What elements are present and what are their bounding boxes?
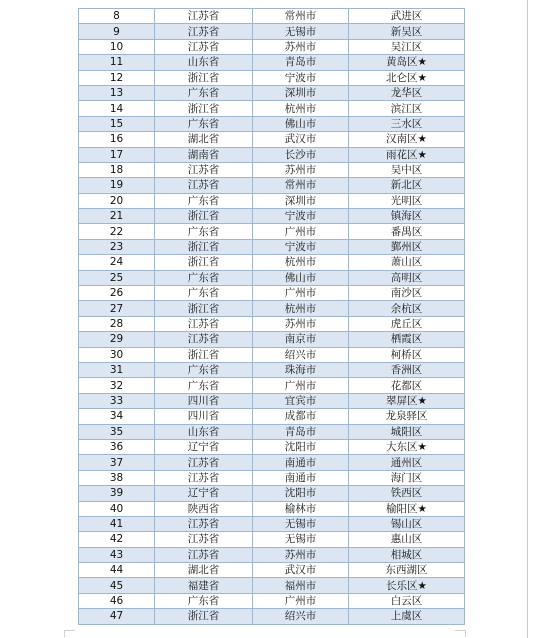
table-row	[79, 393, 465, 408]
province-cell: 辽宁省	[155, 439, 253, 454]
table-row	[79, 332, 465, 347]
crop-mark-left	[64, 630, 75, 637]
rank-cell: 11	[79, 55, 155, 70]
province-cell: 江苏省	[155, 532, 253, 547]
city-cell: 无锡市	[253, 516, 349, 531]
city-cell: 深圳市	[253, 193, 349, 208]
city-cell: 苏州市	[253, 316, 349, 331]
rank-cell: 32	[79, 378, 155, 393]
crop-mark-right	[455, 630, 466, 637]
district-cell: 三水区	[349, 116, 465, 131]
city-cell: 沈阳市	[253, 439, 349, 454]
district-cell: 余杭区	[349, 301, 465, 316]
province-cell: 江苏省	[155, 547, 253, 562]
district-cell: 大东区★	[349, 439, 465, 454]
table-row	[79, 501, 465, 516]
table-row	[79, 347, 465, 362]
table-row	[79, 147, 465, 162]
city-cell: 广州市	[253, 378, 349, 393]
district-cell: 番禺区	[349, 224, 465, 239]
table-row	[79, 162, 465, 177]
table-row	[79, 55, 465, 70]
province-cell: 江苏省	[155, 24, 253, 39]
rank-cell: 12	[79, 70, 155, 85]
district-cell: 城阳区	[349, 424, 465, 439]
province-cell: 浙江省	[155, 70, 253, 85]
table-row	[79, 224, 465, 239]
city-cell: 无锡市	[253, 24, 349, 39]
district-cell: 吴江区	[349, 39, 465, 54]
city-cell: 福州市	[253, 578, 349, 593]
district-cell: 吴中区	[349, 162, 465, 177]
district-cell: 龙泉驿区	[349, 409, 465, 424]
province-cell: 广东省	[155, 193, 253, 208]
province-cell: 浙江省	[155, 609, 253, 624]
province-cell: 陕西省	[155, 501, 253, 516]
rank-cell: 40	[79, 501, 155, 516]
city-cell: 武汉市	[253, 563, 349, 578]
rank-cell: 23	[79, 239, 155, 254]
table-row	[79, 70, 465, 85]
district-cell: 东西湖区	[349, 563, 465, 578]
rank-cell: 29	[79, 332, 155, 347]
table-row	[79, 193, 465, 208]
rank-cell: 39	[79, 486, 155, 501]
district-cell: 汉南区★	[349, 132, 465, 147]
rank-cell: 46	[79, 593, 155, 608]
district-cell: 花都区	[349, 378, 465, 393]
province-cell: 福建省	[155, 578, 253, 593]
city-cell: 常州市	[253, 9, 349, 24]
table-row	[79, 301, 465, 316]
table-row	[79, 470, 465, 485]
rank-cell: 14	[79, 101, 155, 116]
province-cell: 浙江省	[155, 101, 253, 116]
city-cell: 宁波市	[253, 209, 349, 224]
rank-cell: 24	[79, 255, 155, 270]
province-cell: 湖南省	[155, 147, 253, 162]
province-cell: 四川省	[155, 393, 253, 408]
province-cell: 江苏省	[155, 9, 253, 24]
province-cell: 四川省	[155, 409, 253, 424]
province-cell: 广东省	[155, 378, 253, 393]
province-cell: 广东省	[155, 85, 253, 100]
table-row	[79, 532, 465, 547]
city-cell: 绍兴市	[253, 609, 349, 624]
table-row	[79, 516, 465, 531]
table-row	[79, 270, 465, 285]
district-cell: 光明区	[349, 193, 465, 208]
city-cell: 杭州市	[253, 301, 349, 316]
city-cell: 青岛市	[253, 424, 349, 439]
district-cell: 栖霞区	[349, 332, 465, 347]
rank-cell: 38	[79, 470, 155, 485]
city-cell: 长沙市	[253, 147, 349, 162]
district-cell: 香洲区	[349, 362, 465, 377]
table-row	[79, 563, 465, 578]
rank-cell: 31	[79, 362, 155, 377]
district-cell: 翠屏区★	[349, 393, 465, 408]
province-cell: 湖北省	[155, 563, 253, 578]
table-row	[79, 593, 465, 608]
city-cell: 南通市	[253, 470, 349, 485]
rank-cell: 35	[79, 424, 155, 439]
rank-cell: 8	[79, 9, 155, 24]
city-cell: 苏州市	[253, 39, 349, 54]
district-cell: 南沙区	[349, 286, 465, 301]
city-cell: 宁波市	[253, 239, 349, 254]
district-cell: 铁西区	[349, 486, 465, 501]
province-cell: 浙江省	[155, 301, 253, 316]
rank-cell: 45	[79, 578, 155, 593]
province-cell: 广东省	[155, 116, 253, 131]
province-cell: 广东省	[155, 224, 253, 239]
city-cell: 无锡市	[253, 532, 349, 547]
city-cell: 绍兴市	[253, 347, 349, 362]
table-row	[79, 239, 465, 254]
district-cell: 新北区	[349, 178, 465, 193]
table-body	[79, 9, 465, 625]
rank-cell: 26	[79, 286, 155, 301]
city-cell: 成都市	[253, 409, 349, 424]
rank-cell: 47	[79, 609, 155, 624]
table-row	[79, 547, 465, 562]
province-cell: 广东省	[155, 270, 253, 285]
table-row	[79, 362, 465, 377]
table-row	[79, 424, 465, 439]
rank-cell: 18	[79, 162, 155, 177]
district-cell: 黄岛区★	[349, 55, 465, 70]
city-cell: 深圳市	[253, 85, 349, 100]
rank-cell: 42	[79, 532, 155, 547]
province-cell: 浙江省	[155, 239, 253, 254]
district-cell: 滨江区	[349, 101, 465, 116]
province-cell: 辽宁省	[155, 486, 253, 501]
province-cell: 江苏省	[155, 178, 253, 193]
table-row	[79, 316, 465, 331]
table-row	[79, 39, 465, 54]
district-cell: 通州区	[349, 455, 465, 470]
city-cell: 常州市	[253, 178, 349, 193]
city-cell: 佛山市	[253, 116, 349, 131]
rank-cell: 13	[79, 85, 155, 100]
province-cell: 浙江省	[155, 255, 253, 270]
table-row	[79, 609, 465, 624]
rank-cell: 43	[79, 547, 155, 562]
table-row	[79, 132, 465, 147]
province-cell: 浙江省	[155, 209, 253, 224]
rank-cell: 33	[79, 393, 155, 408]
province-cell: 江苏省	[155, 39, 253, 54]
city-cell: 宁波市	[253, 70, 349, 85]
table-row	[79, 409, 465, 424]
table-row	[79, 101, 465, 116]
district-cell: 武进区	[349, 9, 465, 24]
city-cell: 广州市	[253, 224, 349, 239]
table-row	[79, 116, 465, 131]
district-cell: 龙华区	[349, 85, 465, 100]
district-cell: 高明区	[349, 270, 465, 285]
district-cell: 榆阳区★	[349, 501, 465, 516]
city-cell: 榆林市	[253, 501, 349, 516]
rank-cell: 20	[79, 193, 155, 208]
district-cell: 惠山区	[349, 532, 465, 547]
province-cell: 江苏省	[155, 162, 253, 177]
rank-cell: 37	[79, 455, 155, 470]
rank-cell: 22	[79, 224, 155, 239]
city-cell: 苏州市	[253, 547, 349, 562]
district-cell: 柯桥区	[349, 347, 465, 362]
district-cell: 上虞区	[349, 609, 465, 624]
page-edge	[527, 0, 528, 638]
city-cell: 广州市	[253, 286, 349, 301]
province-cell: 江苏省	[155, 470, 253, 485]
city-cell: 杭州市	[253, 255, 349, 270]
table-row	[79, 378, 465, 393]
district-cell: 长乐区★	[349, 578, 465, 593]
table-row	[79, 24, 465, 39]
district-cell: 雨花区★	[349, 147, 465, 162]
table-row	[79, 455, 465, 470]
city-cell: 武汉市	[253, 132, 349, 147]
province-cell: 山东省	[155, 55, 253, 70]
province-cell: 广东省	[155, 286, 253, 301]
page-bottom-margin	[0, 628, 540, 638]
table-row	[79, 486, 465, 501]
table-row	[79, 578, 465, 593]
rank-cell: 19	[79, 178, 155, 193]
rank-cell: 9	[79, 24, 155, 39]
city-cell: 南通市	[253, 455, 349, 470]
district-cell: 相城区	[349, 547, 465, 562]
city-cell: 南京市	[253, 332, 349, 347]
table-row	[79, 178, 465, 193]
district-cell: 镇海区	[349, 209, 465, 224]
city-cell: 佛山市	[253, 270, 349, 285]
province-cell: 湖北省	[155, 132, 253, 147]
city-cell: 珠海市	[253, 362, 349, 377]
province-cell: 江苏省	[155, 332, 253, 347]
rank-cell: 34	[79, 409, 155, 424]
rank-cell: 16	[79, 132, 155, 147]
city-cell: 沈阳市	[253, 486, 349, 501]
rank-cell: 10	[79, 39, 155, 54]
district-cell: 锡山区	[349, 516, 465, 531]
province-cell: 浙江省	[155, 347, 253, 362]
rank-cell: 15	[79, 116, 155, 131]
province-cell: 江苏省	[155, 316, 253, 331]
district-ranking-table	[78, 8, 465, 625]
province-cell: 广东省	[155, 593, 253, 608]
table-row	[79, 286, 465, 301]
rank-cell: 27	[79, 301, 155, 316]
rank-cell: 30	[79, 347, 155, 362]
rank-cell: 28	[79, 316, 155, 331]
table-row	[79, 255, 465, 270]
city-cell: 宜宾市	[253, 393, 349, 408]
table-row	[79, 439, 465, 454]
table-row	[79, 9, 465, 24]
province-cell: 广东省	[155, 362, 253, 377]
city-cell: 青岛市	[253, 55, 349, 70]
rank-cell: 25	[79, 270, 155, 285]
table-container	[78, 8, 465, 625]
city-cell: 杭州市	[253, 101, 349, 116]
district-cell: 白云区	[349, 593, 465, 608]
province-cell: 山东省	[155, 424, 253, 439]
province-cell: 江苏省	[155, 455, 253, 470]
table-row	[79, 85, 465, 100]
district-cell: 萧山区	[349, 255, 465, 270]
district-cell: 海门区	[349, 470, 465, 485]
rank-cell: 41	[79, 516, 155, 531]
table-row	[79, 209, 465, 224]
city-cell: 苏州市	[253, 162, 349, 177]
district-cell: 虎丘区	[349, 316, 465, 331]
rank-cell: 36	[79, 439, 155, 454]
province-cell: 江苏省	[155, 516, 253, 531]
district-cell: 新吴区	[349, 24, 465, 39]
rank-cell: 44	[79, 563, 155, 578]
rank-cell: 17	[79, 147, 155, 162]
rank-cell: 21	[79, 209, 155, 224]
city-cell: 广州市	[253, 593, 349, 608]
district-cell: 北仑区★	[349, 70, 465, 85]
district-cell: 鄞州区	[349, 239, 465, 254]
